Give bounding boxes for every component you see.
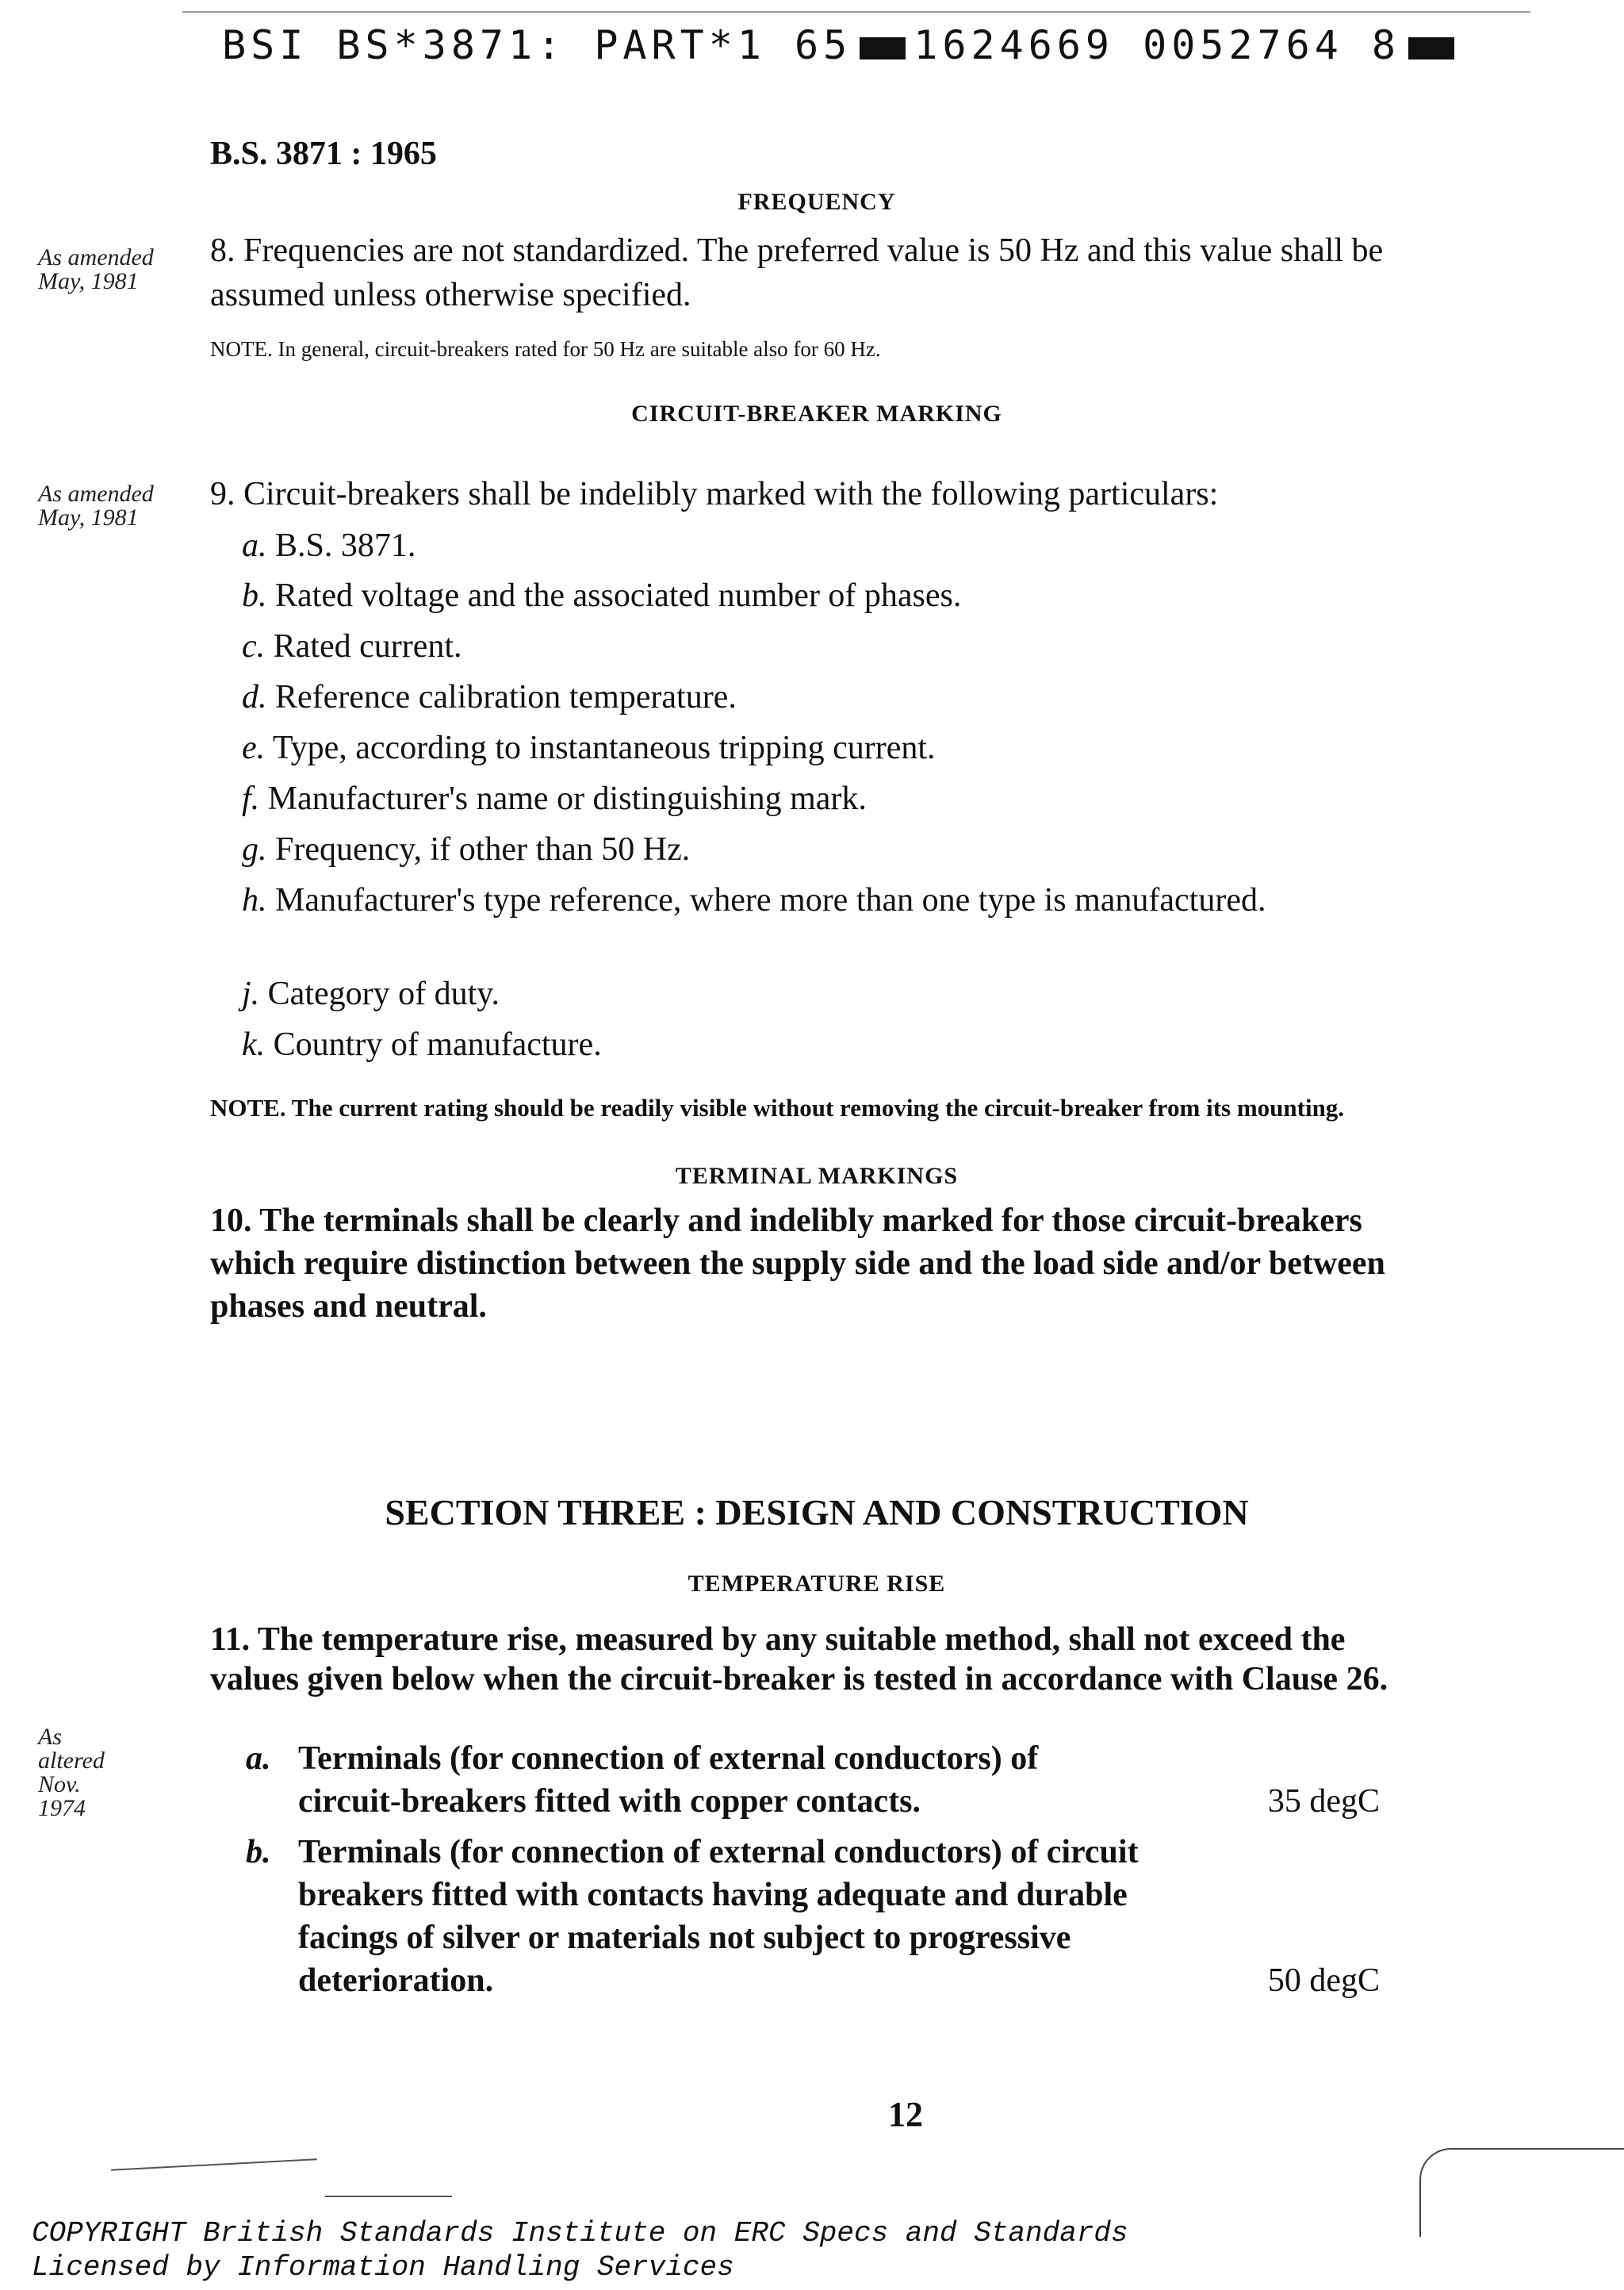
terminal-heading: TERMINAL MARKINGS — [675, 1163, 959, 1189]
footer-copyright: COPYRIGHT British Standards Institute on ERC Specs and Standards — [32, 2217, 1128, 2250]
document-code-header — [222, 22, 1462, 68]
row-text: Terminals (for connection of external conductors) of circuit-breakers fitted with copper contacts. — [298, 1740, 1039, 1820]
marking-item: b. Rated voltage and the associated number of phases. — [242, 577, 962, 614]
frequency-margin-note: As amended May, 1981 — [38, 244, 154, 294]
scan-corner-mark — [1419, 2148, 1624, 2237]
marking-margin-note: As amended May, 1981 — [38, 481, 154, 531]
marking-item: c. Rated current. — [242, 628, 462, 665]
row-text: Terminals (for connection of external conductors) of circuit breakers fitted with contacts having adequate and durable facings of silver or materials not subject to progressive deterioration. — [298, 1834, 1139, 1999]
marking-item: e. Type, according to instantaneous tripping current. — [242, 730, 936, 766]
row-value: 50 degC — [1267, 1962, 1380, 1999]
clause-9: 9. Circuit-breakers shall be indelibly marked with the following particulars: — [210, 476, 1219, 512]
marking-item: g. Frequency, if other than 50 Hz. — [242, 831, 691, 868]
temperature-row-a — [246, 1737, 1380, 1832]
footer-license: Licensed by Information Handling Services — [32, 2251, 734, 2284]
frequency-note: NOTE. In general, circuit-breakers rated for 50 Hz are suitable also for 60 Hz. — [210, 337, 881, 361]
redaction-block — [1408, 37, 1454, 59]
scan-mark — [325, 2196, 452, 2197]
marking-note: NOTE. The current rating should be readily visible without removing the circuit-breaker from its mounting. — [210, 1094, 1345, 1122]
marking-item: a. B.S. 3871. — [242, 527, 416, 564]
section-three-title: SECTION THREE : DESIGN AND CONSTRUCTION — [385, 1492, 1249, 1532]
marking-item: j. Category of duty. — [242, 976, 500, 1012]
row-letter: b. — [246, 1834, 271, 1870]
marking-item: h. Manufacturer's type reference, where more than one type is manufactured. — [242, 882, 1266, 919]
clause-8: 8. Frequencies are not standardized. The preferred value is 50 Hz and this value shall be assumed unless otherwise specified. — [210, 232, 1384, 313]
standard-id: B.S. 3871 : 1965 — [210, 136, 437, 172]
header-code-prefix: BSI BS*3871: PART*1 65 — [222, 22, 852, 68]
marking-item: d. Reference calibration temperature. — [242, 679, 737, 715]
top-rule — [182, 11, 1530, 13]
page-number: 12 — [888, 2095, 923, 2134]
scan-mark — [111, 2158, 317, 2171]
marking-item: f. Manufacturer's name or distinguishing mark. — [242, 781, 867, 817]
marking-item: k. Country of manufacture. — [242, 1026, 602, 1063]
frequency-heading: FREQUENCY — [737, 189, 896, 215]
temperature-row-b — [246, 1831, 1380, 2013]
redaction-block — [860, 37, 906, 59]
marking-heading: CIRCUIT-BREAKER MARKING — [631, 401, 1002, 427]
header-code-middle: 1624669 0052764 8 — [914, 22, 1401, 68]
clause-10: 10. The terminals shall be clearly and indelibly marked for those circuit-breakers which require distinction between the supply side and the load side and/or between phases and neutral. — [210, 1203, 1385, 1325]
row-letter: a. — [246, 1740, 271, 1777]
row-value: 35 degC — [1267, 1783, 1380, 1820]
temperature-margin-note: As altered Nov. 1974 — [38, 1724, 105, 1821]
clause-11: 11. The temperature rise, measured by any suitable method, shall not exceed the values given below when the circuit-breaker is tested in accordance with Clause 26. — [210, 1621, 1388, 1697]
temperature-heading: TEMPERATURE RISE — [688, 1571, 946, 1597]
